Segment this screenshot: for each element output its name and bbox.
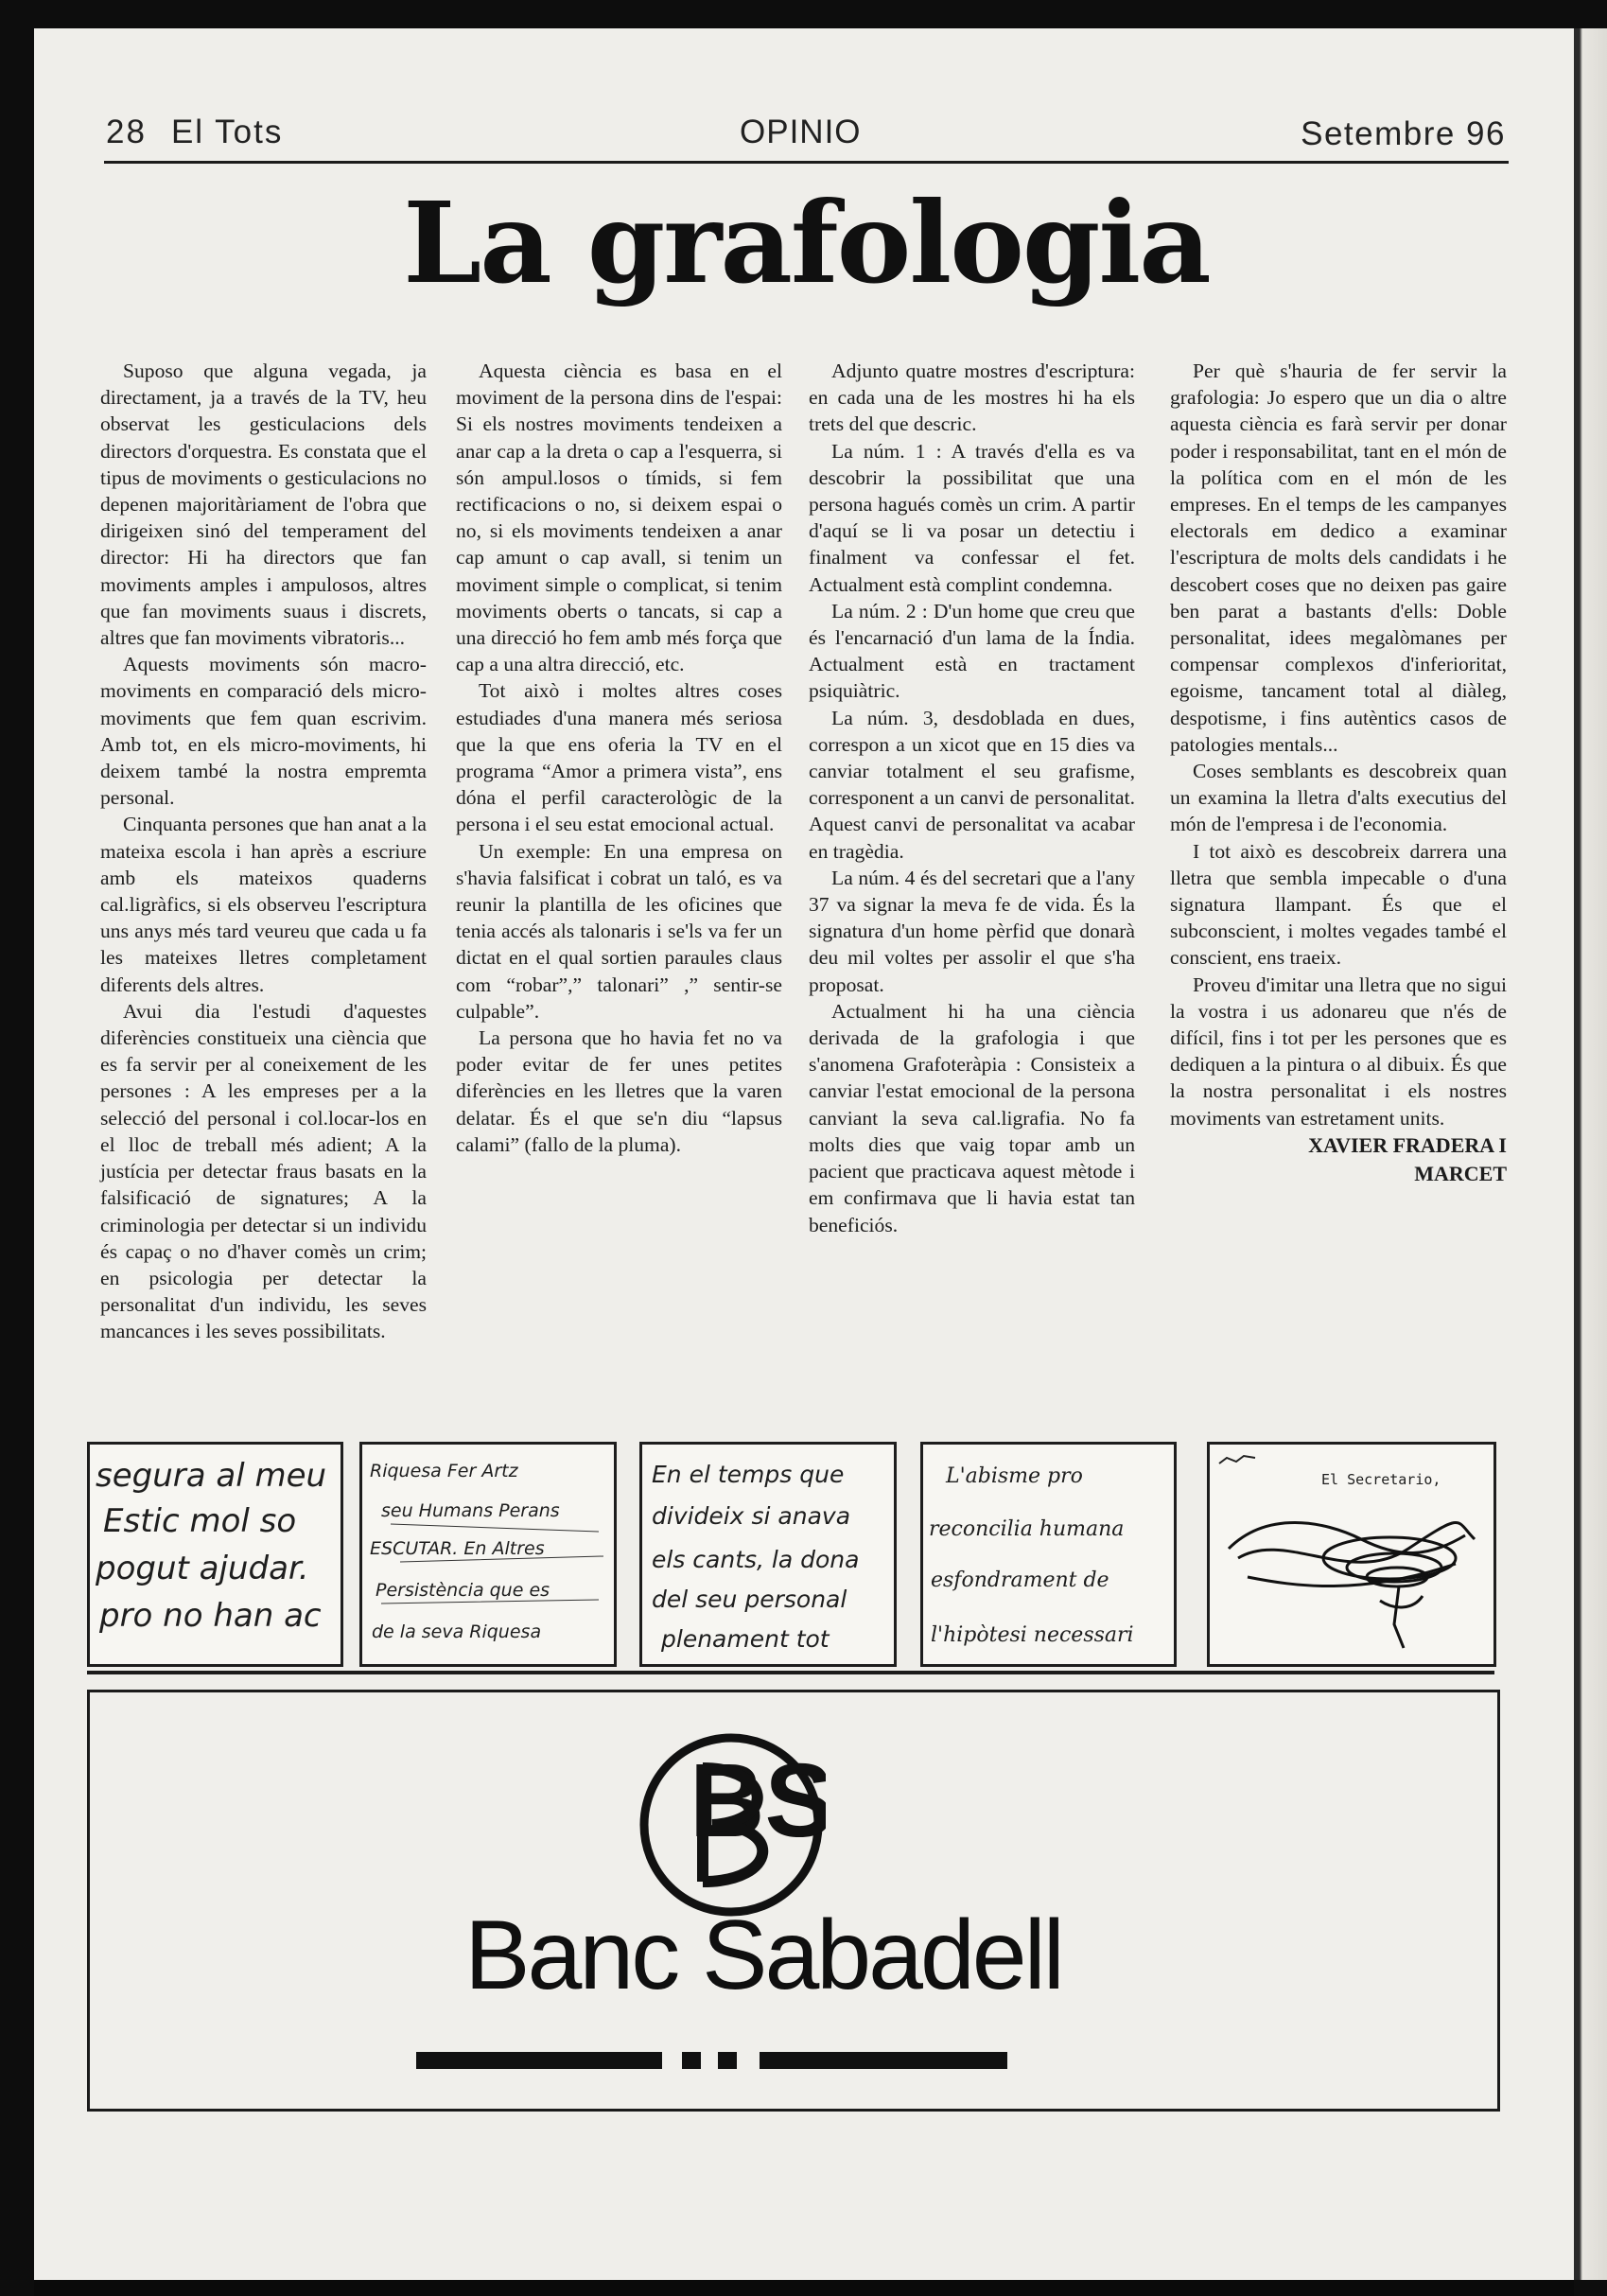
brand-bar-segment: [718, 2052, 737, 2069]
paragraph: Proveu d'imitar una lletra que no sigui la vostra i us adonareu que n'és de difícil, fins i tot per les persones que es dediquen a la pintura o al dibuix. És que la nostra personalitat i els nostres moviments van estretament units.: [1170, 973, 1507, 1130]
paragraph: La persona que ho havia fet no va poder evitar de fer unes petites diferències en les lletres que la varen delatar. És el que se'n diu “lapsus calami” (fallo de la pluma).: [456, 1026, 782, 1156]
sample-1-line: Estic mol so: [103, 1502, 297, 1540]
handwriting-sample-3: [639, 1442, 897, 1667]
paragraph: Un exemple: En una empresa on s'havia falsificat i cobrat un taló, es va reunir la plantilla de les oficines que tenia accés als talonaris i se'ls va fer un dictat en el qual sortien paraules claus com “robar”,” talonari” ,” sentir-se culpable”.: [456, 839, 782, 1023]
paragraph: Avui dia l'estudi d'aquestes diferències constitueix una ciència que es fa servir per al coneixement de les persones : A les empreses per a la selecció del personal i col.locar-los en el lloc de treball més adient; A la justícia per detectar fraus basats en la falsificació de signatures; A la criminologia per detectar si un individu és capaç o no d'haver comès un crim; en psicologia per detectar la personalitat d'un individu, les seves mancances i les seves possibilitats.: [100, 999, 427, 1343]
next-page-edge: [1574, 28, 1607, 2280]
sample-1-line: segura al meu: [96, 1457, 327, 1495]
brand-bar-segment: [760, 2052, 1007, 2069]
sample-1-line: pro no han ac: [99, 1597, 322, 1635]
sample-4-line: esfondrament de: [931, 1569, 1109, 1592]
paragraph: La núm. 1 : A través d'ella es va descobrir la possibilitat que una persona hagués comès un crim. A partir d'aquí se li va posar un detectiu i finalment va confessar el fet. Actualment està complint condemna.: [809, 439, 1135, 596]
sample-2-line: Persistència que es: [376, 1580, 550, 1601]
header-left: [106, 114, 283, 151]
author-name-line-2: MARCET: [1414, 1161, 1507, 1185]
page-number: 28: [106, 114, 147, 150]
sample-1-line: pogut ajudar.: [96, 1550, 309, 1587]
signature-caption: El Secretario,: [1321, 1471, 1441, 1488]
article-column-1: [100, 358, 427, 1345]
sample-3-line: els cants, la dona: [652, 1546, 860, 1573]
author-name-line-1: XAVIER FRADERA I: [1308, 1132, 1507, 1157]
paragraph: Tot això i moltes altres coses estudiades d'una manera més seriosa que la que ens oferia la TV en el programa “Amor a primera vista”, ens dóna el perfil caracterològic de la persona i el seu estat emocional actual.: [456, 679, 782, 836]
banc-sabadell-advertisement: [87, 1690, 1500, 2112]
article-column-3: [809, 358, 1135, 1238]
sample-2-line: seu Humans Perans: [381, 1500, 560, 1521]
paragraph: Cinquanta persones que han anat a la mateixa escola i han après a escriure amb els mateixos quaderns cal.ligràfics, si els observeu l'escriptura uns anys més tard veureu que cada u fa les mateixes lletres completament diferents dels altres.: [100, 813, 427, 996]
sample-4-line: l'hipòtesi necessari: [931, 1623, 1134, 1647]
brand-bar-segment: [416, 2052, 662, 2069]
paragraph: La núm. 2 : D'un home que creu que és l'encarnació d'un lama de la Índia. Actualment està en tractament psiquiàtric.: [809, 599, 1135, 703]
scan-border: [34, 2280, 1574, 2296]
article-title: La grafologia: [403, 177, 1210, 308]
paragraph: La núm. 3, desdoblada en dues, correspon a un xicot que en 15 dies va canviar totalment el seu grafisme, corresponent a un canvi de personalitat. Aquest canvi de personalitat va acabar en tragèdia.: [809, 706, 1135, 863]
handwriting-sample-5-signature: [1207, 1442, 1496, 1667]
signature-flourish-icon: [1229, 1523, 1475, 1649]
sample-2-line: Riquesa Fer Artz: [370, 1461, 518, 1481]
sample-4-line: reconcilia humana: [929, 1517, 1125, 1541]
sample-3-line: divideix si anava: [652, 1502, 851, 1530]
page-header: [106, 112, 1506, 161]
sample-3-line: plenament tot: [661, 1625, 830, 1653]
paragraph: Actualment hi ha una ciència derivada de la grafologia i que s'anomena Grafoteràpia : Consisteix a canviar l'estat emocional de la persona canviant la seva cal.ligrafia. No fa molts dies que vaig topar amb un pacient que practicava aquest mètode i em confirmava que li havia estat tan beneficiós.: [809, 999, 1135, 1236]
article-column-4: [1170, 358, 1507, 1188]
handwriting-samples: [87, 1428, 1494, 1691]
paragraph: I tot això es descobreix darrera una lletra que sembla impecable o d'una signatura llampant. És que el subconscient, i moltes vegades també el conscient, ens traeix.: [1170, 839, 1507, 970]
handwriting-sample-1: [87, 1442, 343, 1667]
paragraph: Aquests moviments són macro-moviments en comparació dels micro-moviments que fem quan escrivim. Amb tot, en els micro-moviments, hi deixem també la nostra empremta personal.: [100, 653, 427, 810]
sample-4-line: L'abisme pro: [946, 1464, 1083, 1488]
sample-3-line: del seu personal: [652, 1586, 847, 1613]
article-column-2: [456, 358, 782, 1158]
sample-3-line: En el temps que: [652, 1461, 845, 1488]
paragraph: Suposo que alguna vegada, ja directament, ja a través de la TV, heu observat les gesticulacions dels directors d'orquestra. Es constata que el tipus de moviments o gesticulacions no depenen majoritàriament de l'obra que dirigeixen sinó del temperament del director: Hi ha directors que fan moviments amples i ampulosos, altres que fan moviments suaus i discrets, altres que fan moviments vibratoris...: [100, 359, 427, 650]
author-byline: [1170, 1131, 1507, 1188]
paragraph: Adjunto quatre mostres d'escriptura: en cada una de les mostres hi ha els trets del que descric.: [809, 359, 1135, 436]
handwriting-sample-2: [359, 1442, 617, 1667]
header-rule: [104, 161, 1509, 164]
paragraph: Per què s'hauria de fer servir la grafologia: Jo espero que un dia o altre aquesta ciència es farà servir per donar poder i responsabilitat, tant en el món de la política com en el món de les empreses. En el temps de les campanyes electorals em dedico a examinar l'escriptura de molts dels candidats i he descobert coses que no deixen pas gaire ben parat a bastants d'ells: Doble personalitat, idees megalòmanes per compensar complexos d'inferioritat, egoisme, tancament total al diàleg, despotisme, i fins autèntics casos de patologies mentals...: [1170, 359, 1507, 756]
brand-name: Banc Sabadell: [464, 1901, 1062, 2010]
publication-name: El Tots: [170, 114, 284, 150]
logo-letter-s: BS: [690, 1743, 826, 1859]
handwriting-sample-4: [920, 1442, 1177, 1667]
banc-sabadell-logo-icon: [637, 1730, 826, 1924]
paragraph: Coses semblants es descobreix quan un examina la lletra d'alts executius del món de l'empresa i de l'economia.: [1170, 760, 1507, 836]
brand-bar-segment: [682, 2052, 701, 2069]
paragraph: Aquesta ciència es basa en el moviment de la persona dins de l'espai: Si els nostres moviments tendeixen a anar cap a la dreta o cap a l'esquerra, si són ampul.losos o tímids, si fem rectificacions o no, si deixem espai o no, si els moviments tendeixen a anar cap amunt o cap avall, si tenim un moviment simple o complicat, si tenim moviments oberts o tancats, si cap a una direcció ho fem amb més força que cap a una altra direcció, etc.: [456, 359, 782, 676]
sample-2-line: ESCUTAR. En Altres: [370, 1538, 545, 1559]
issue-date: Setembre 96: [1301, 115, 1506, 152]
section-name: OPINIO: [740, 114, 862, 150]
samples-rule: [87, 1671, 1494, 1674]
sample-2-line: de la seva Riquesa: [372, 1621, 542, 1642]
paragraph: La núm. 4 és del secretari que a l'any 37 va signar la meva fe de vida. És la signatura d'un home pèrfid que donarà deu mil voltes per assolir el que s'ha proposat.: [809, 866, 1135, 996]
